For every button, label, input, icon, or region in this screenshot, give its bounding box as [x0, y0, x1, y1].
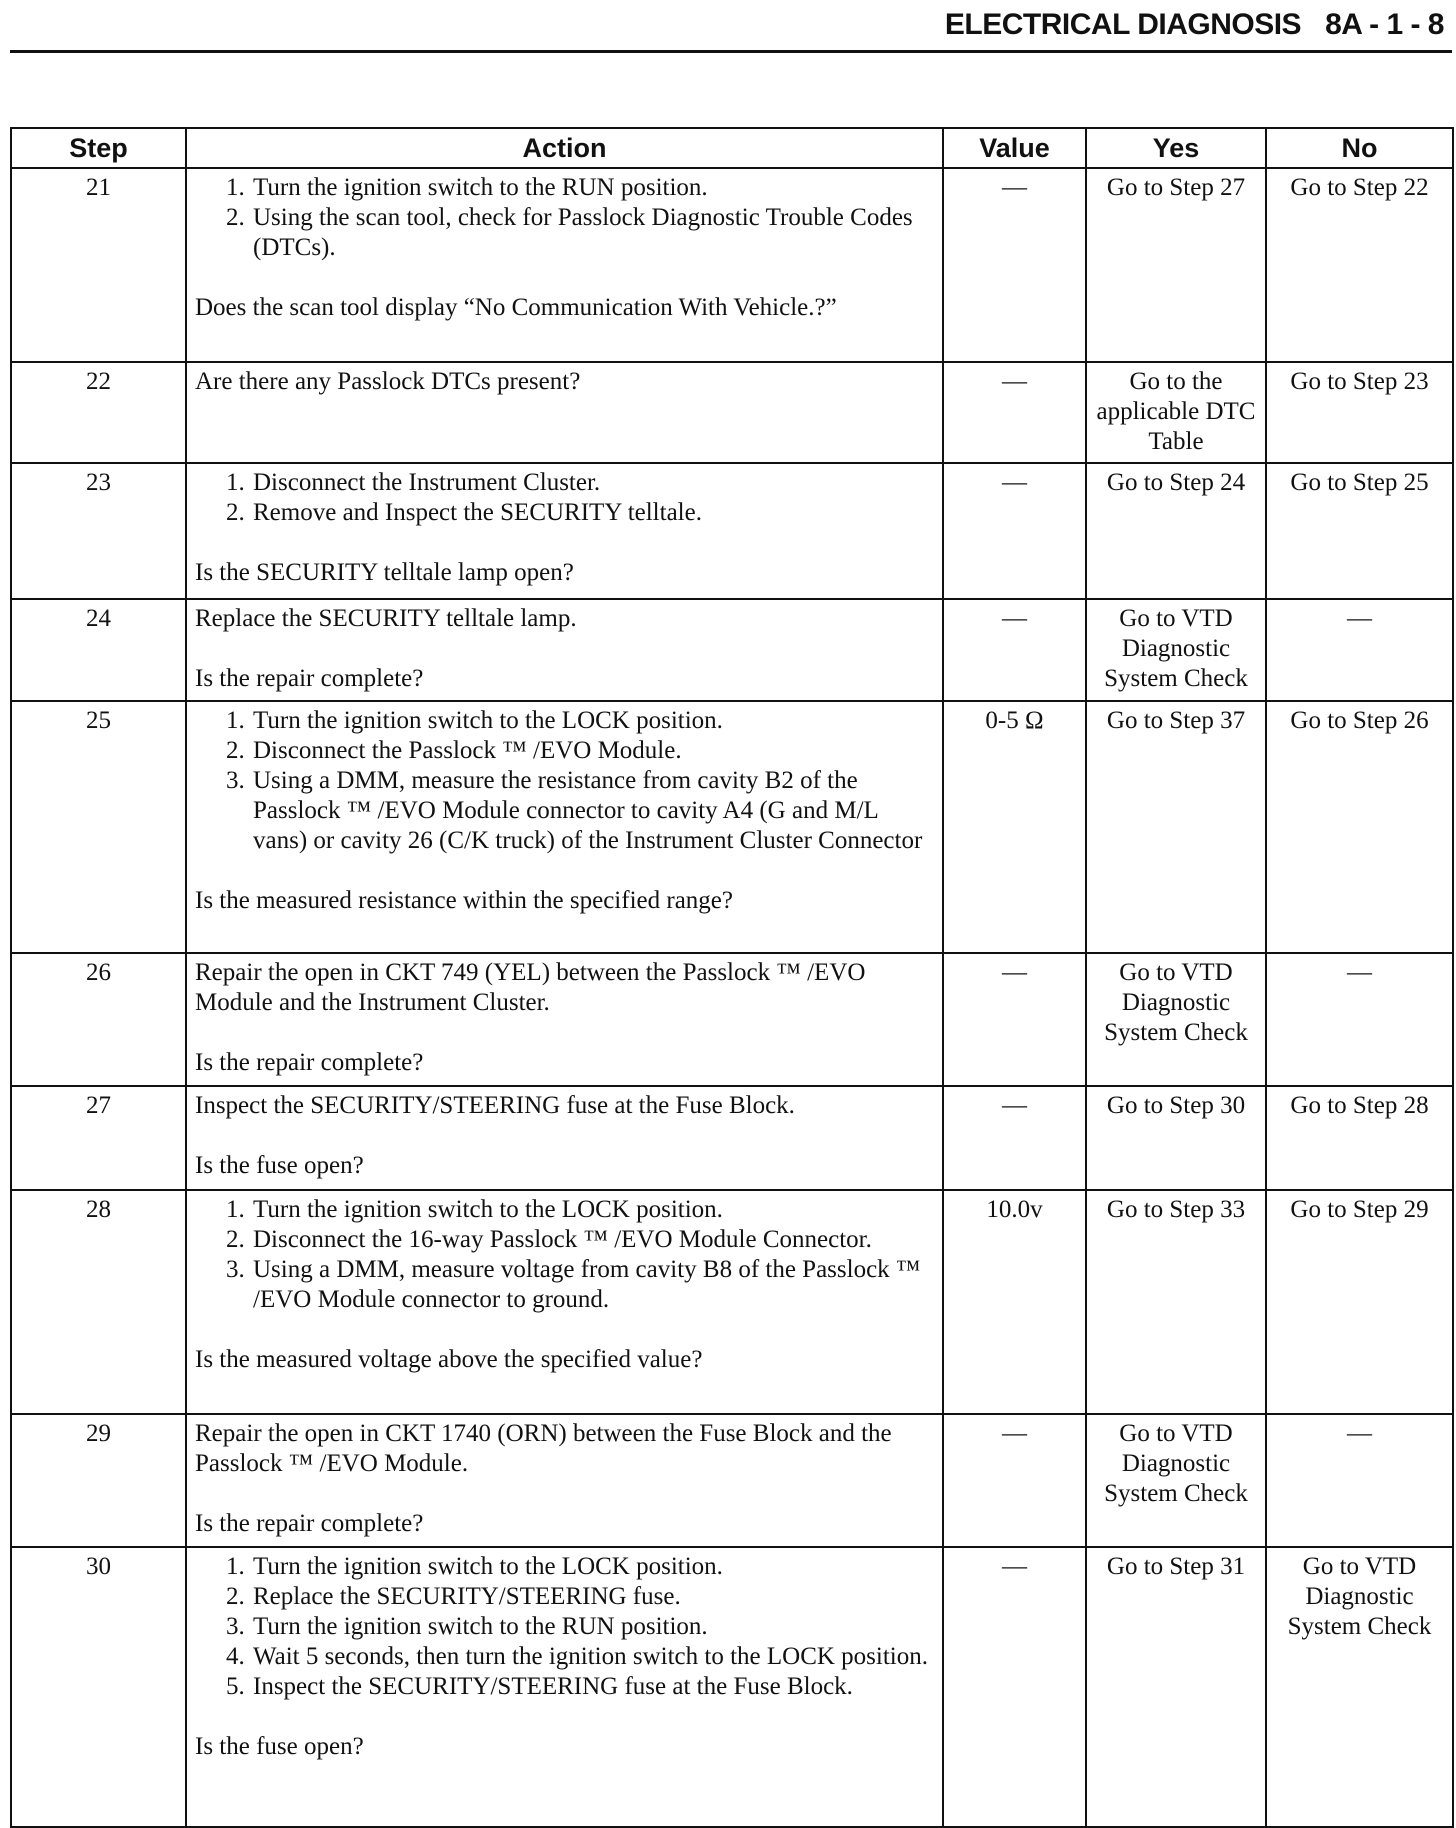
table-row [11, 362, 1453, 463]
value-cell: — [943, 1547, 1086, 1827]
step-number: 26 [11, 953, 186, 1086]
value-cell: — [943, 463, 1086, 599]
action-cell [186, 701, 943, 953]
action-question: Is the repair complete? [195, 665, 424, 692]
no-cell: Go to Step 25 [1266, 463, 1453, 599]
value-cell: — [943, 1414, 1086, 1547]
action-step: 2. Disconnect the Passlock ™ /EVO Module. [251, 736, 934, 766]
page-header [0, 8, 1444, 42]
no-cell: Go to Step 22 [1266, 168, 1453, 362]
step-number: 24 [11, 599, 186, 701]
action-text: Inspect the SECURITY/STEERING fuse at the Fuse Block. [195, 1092, 795, 1119]
step-number: 29 [11, 1414, 186, 1547]
action-question: Is the repair complete? [195, 1510, 424, 1537]
action-question: Is the measured voltage above the specified value? [195, 1346, 703, 1373]
action-text: Repair the open in CKT 1740 (ORN) between the Fuse Block and the Passlock ™ /EVO Module. [195, 1420, 892, 1477]
action-step: 2. Disconnect the 16-way Passlock ™ /EVO Module Connector. [251, 1225, 934, 1255]
value-cell: — [943, 953, 1086, 1086]
table-row [11, 1190, 1453, 1414]
value-cell: — [943, 1086, 1086, 1190]
action-step: 1. Turn the ignition switch to the LOCK position. [251, 1552, 934, 1582]
action-cell [186, 1086, 943, 1190]
table-row [11, 1547, 1453, 1827]
action-step: 2. Remove and Inspect the SECURITY telltale. [251, 498, 934, 528]
table-row [11, 1414, 1453, 1547]
yes-cell: Go to VTD Diagnostic System Check [1086, 953, 1266, 1086]
yes-cell: Go to Step 33 [1086, 1190, 1266, 1414]
action-question: Does the scan tool display “No Communication With Vehicle.?” [195, 294, 837, 321]
column-header-action: Action [186, 128, 943, 168]
step-number: 22 [11, 362, 186, 463]
yes-cell: Go to Step 24 [1086, 463, 1266, 599]
step-number: 23 [11, 463, 186, 599]
no-cell: Go to Step 28 [1266, 1086, 1453, 1190]
table-row [11, 463, 1453, 599]
action-steps [195, 1552, 934, 1702]
action-cell [186, 362, 943, 463]
action-step: 2. Replace the SECURITY/STEERING fuse. [251, 1582, 934, 1612]
action-steps [195, 1195, 934, 1315]
column-header-step: Step [11, 128, 186, 168]
action-cell [186, 168, 943, 362]
action-cell [186, 599, 943, 701]
yes-cell: Go to Step 31 [1086, 1547, 1266, 1827]
action-step: 1. Turn the ignition switch to the LOCK position. [251, 706, 934, 736]
value-cell: 10.0v [943, 1190, 1086, 1414]
action-question: Is the repair complete? [195, 1049, 424, 1076]
action-step: 4. Wait 5 seconds, then turn the ignition switch to the LOCK position. [251, 1642, 934, 1672]
yes-cell: Go to the applicable DTC Table [1086, 362, 1266, 463]
action-step: 3. Using a DMM, measure voltage from cavity B8 of the Passlock ™ /EVO Module connector to ground. [251, 1255, 934, 1315]
table-row [11, 953, 1453, 1086]
page-number: 8A - 1 - 8 [1325, 8, 1444, 41]
step-number: 25 [11, 701, 186, 953]
action-cell [186, 953, 943, 1086]
yes-cell: Go to Step 30 [1086, 1086, 1266, 1190]
table-row [11, 701, 1453, 953]
no-cell: — [1266, 953, 1453, 1086]
step-number: 28 [11, 1190, 186, 1414]
value-cell: 0-5 Ω [943, 701, 1086, 953]
section-title: ELECTRICAL DIAGNOSIS [944, 8, 1302, 41]
action-step: 1. Turn the ignition switch to the LOCK position. [251, 1195, 934, 1225]
yes-cell: Go to Step 37 [1086, 701, 1266, 953]
action-cell [186, 1190, 943, 1414]
action-step: 5. Inspect the SECURITY/STEERING fuse at the Fuse Block. [251, 1672, 934, 1702]
value-cell: — [943, 362, 1086, 463]
step-number: 27 [11, 1086, 186, 1190]
no-cell: Go to VTD Diagnostic System Check [1266, 1547, 1453, 1827]
action-cell [186, 463, 943, 599]
column-header-no: No [1266, 128, 1453, 168]
action-steps [195, 173, 934, 263]
action-cell [186, 1547, 943, 1827]
action-question: Is the fuse open? [195, 1733, 364, 1760]
header-rule [10, 50, 1452, 53]
table-header-row [11, 128, 1453, 168]
no-cell: — [1266, 1414, 1453, 1547]
action-question: Are there any Passlock DTCs present? [195, 368, 581, 395]
table-row [11, 599, 1453, 701]
action-question: Is the measured resistance within the specified range? [195, 887, 733, 914]
action-cell [186, 1414, 943, 1547]
value-cell: — [943, 599, 1086, 701]
column-header-yes: Yes [1086, 128, 1266, 168]
action-step: 2. Using the scan tool, check for Passlock Diagnostic Trouble Codes (DTCs). [251, 203, 934, 263]
action-step: 3. Turn the ignition switch to the RUN position. [251, 1612, 934, 1642]
yes-cell: Go to VTD Diagnostic System Check [1086, 1414, 1266, 1547]
action-steps [195, 468, 934, 528]
yes-cell: Go to VTD Diagnostic System Check [1086, 599, 1266, 701]
column-header-value: Value [943, 128, 1086, 168]
no-cell: — [1266, 599, 1453, 701]
step-number: 21 [11, 168, 186, 362]
action-question: Is the SECURITY telltale lamp open? [195, 559, 574, 586]
action-step: 1. Disconnect the Instrument Cluster. [251, 468, 934, 498]
no-cell: Go to Step 26 [1266, 701, 1453, 953]
table-row [11, 1086, 1453, 1190]
action-text: Replace the SECURITY telltale lamp. [195, 605, 577, 632]
step-number: 30 [11, 1547, 186, 1827]
yes-cell: Go to Step 27 [1086, 168, 1266, 362]
action-step: 1. Turn the ignition switch to the RUN position. [251, 173, 934, 203]
no-cell: Go to Step 29 [1266, 1190, 1453, 1414]
action-steps [195, 706, 934, 856]
action-question: Is the fuse open? [195, 1152, 364, 1179]
action-step: 3. Using a DMM, measure the resistance from cavity B2 of the Passlock ™ /EVO Module connector to cavity A4 (G and M/L vans) or cavity 26 (C/K truck) of the Instrument Cluster Connector [251, 766, 934, 856]
value-cell: — [943, 168, 1086, 362]
action-text: Repair the open in CKT 749 (YEL) between the Passlock ™ /EVO Module and the Instrument Cluster. [195, 959, 866, 1016]
table-row [11, 168, 1453, 362]
no-cell: Go to Step 23 [1266, 362, 1453, 463]
diagnostic-table [10, 127, 1454, 1828]
